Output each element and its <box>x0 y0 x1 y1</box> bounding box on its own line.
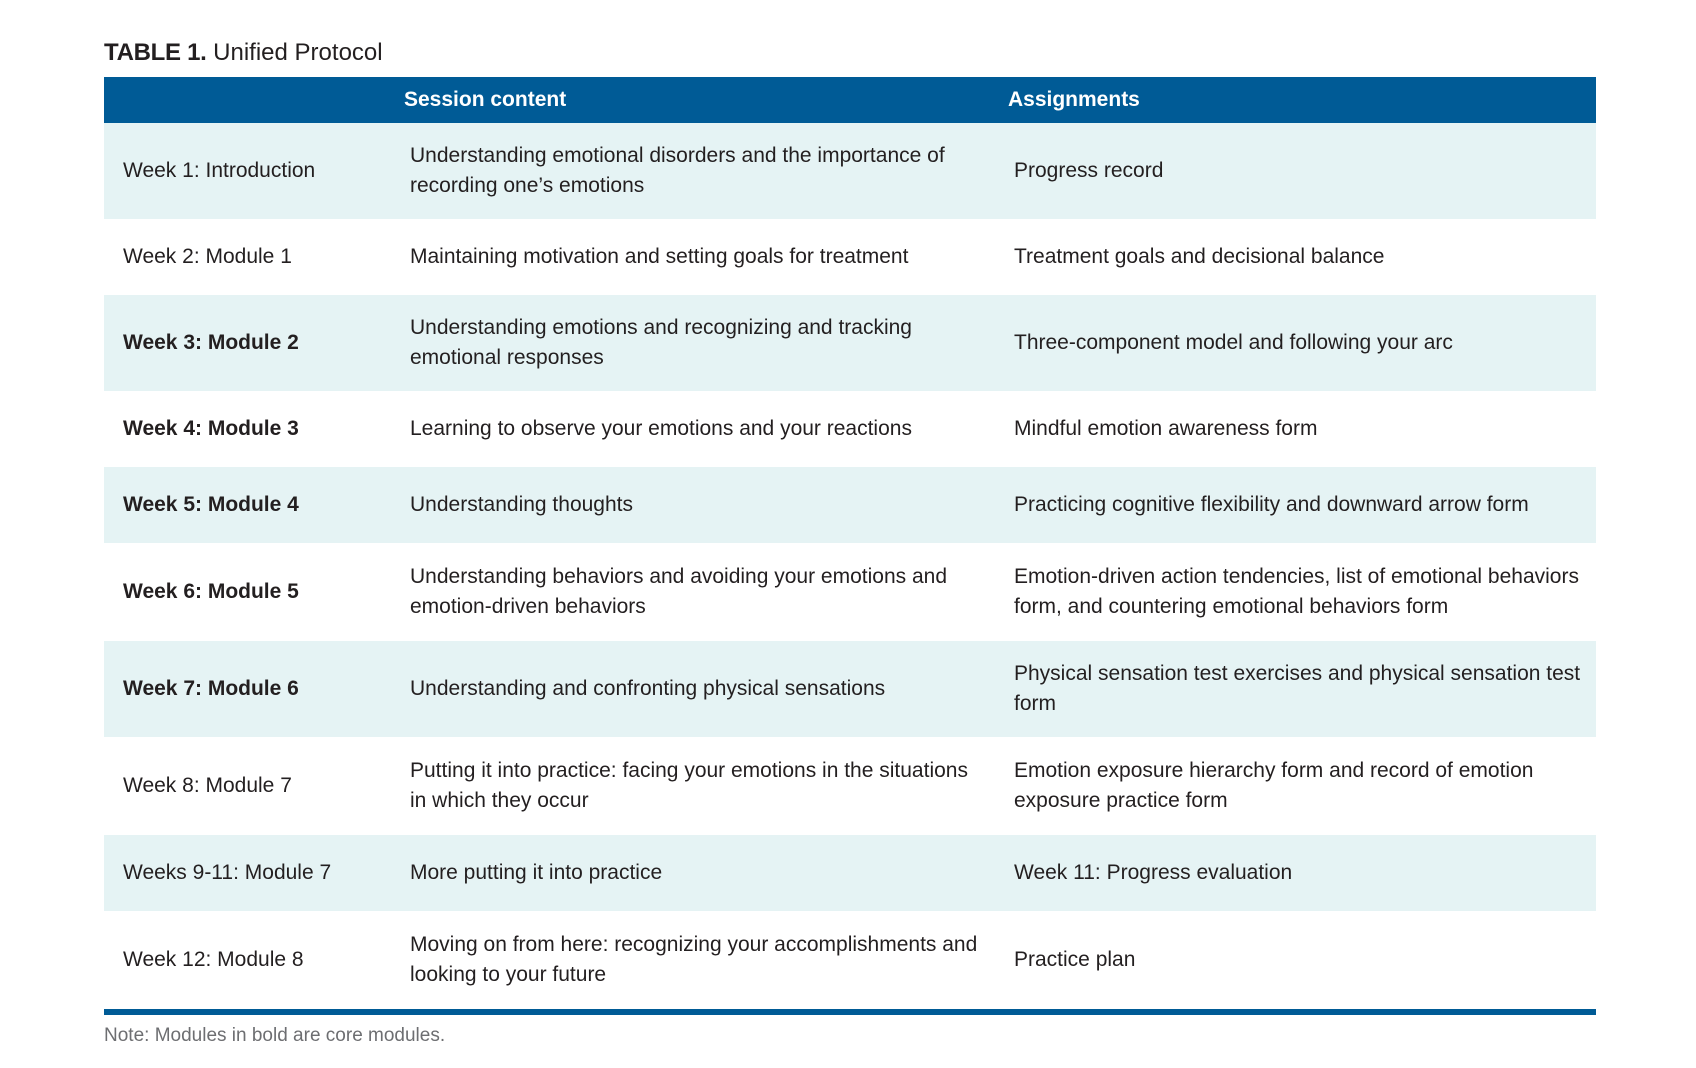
assignments-cell: Mindful emotion awareness form <box>1014 417 1318 440</box>
table-row <box>104 391 1596 467</box>
session-cell: Understanding thoughts <box>410 493 633 516</box>
week-cell: Week 12: Module 8 <box>123 948 304 971</box>
week-cell: Week 2: Module 1 <box>123 245 292 268</box>
assignments-cell: Week 11: Progress evaluation <box>1014 861 1293 884</box>
assignments-cell: Emotion exposure hierarchy form and record of emotion exposure practice form <box>1014 759 1534 812</box>
table-title-label: TABLE 1. <box>104 39 207 66</box>
table-row <box>104 641 1596 737</box>
table-row <box>104 911 1596 1009</box>
session-cell: Understanding and confronting physical sensations <box>410 677 886 700</box>
session-cell: Understanding behaviors and avoiding your emotions and emotion-driven behaviors <box>410 565 948 618</box>
table-row <box>104 543 1596 641</box>
assignments-cell: Practicing cognitive flexibility and downward arrow form <box>1014 493 1529 516</box>
header-week <box>104 77 400 123</box>
week-cell: Week 4: Module 3 <box>123 417 299 440</box>
table-bottom-rule <box>104 1009 1596 1015</box>
week-cell: Week 7: Module 6 <box>123 677 299 700</box>
session-cell: Understanding emotions and recognizing and tracking emotional responses <box>410 316 912 369</box>
table-title <box>104 34 1596 72</box>
table-title-text: Unified Protocol <box>213 39 383 66</box>
table-row <box>104 835 1596 911</box>
table-row <box>104 467 1596 543</box>
week-cell: Week 1: Introduction <box>123 159 316 182</box>
assignments-cell: Treatment goals and decisional balance <box>1014 245 1385 268</box>
week-cell: Week 6: Module 5 <box>123 580 299 603</box>
session-cell: Maintaining motivation and setting goals for treatment <box>410 245 909 268</box>
assignments-cell: Physical sensation test exercises and physical sensation test form <box>1014 662 1581 715</box>
session-cell: Learning to observe your emotions and your reactions <box>410 417 912 440</box>
header-assignments: Assignments <box>1008 88 1140 111</box>
session-cell: More putting it into practice <box>410 861 663 884</box>
week-cell: Week 8: Module 7 <box>123 774 292 797</box>
assignments-cell: Practice plan <box>1014 948 1136 971</box>
table-note: Note: Modules in bold are core modules. <box>104 1025 446 1046</box>
week-cell: Weeks 9-11: Module 7 <box>123 861 332 884</box>
table-row <box>104 123 1596 219</box>
assignments-cell: Emotion-driven action tendencies, list of emotional behaviors form, and countering emotional behaviors form <box>1014 565 1579 618</box>
assignments-cell: Progress record <box>1014 159 1164 182</box>
assignments-cell: Three-component model and following your arc <box>1014 331 1453 354</box>
week-cell: Week 5: Module 4 <box>123 493 299 516</box>
table-row <box>104 295 1596 391</box>
session-cell: Moving on from here: recognizing your accomplishments and looking to your future <box>410 933 978 986</box>
table-row <box>104 737 1596 835</box>
week-cell: Week 3: Module 2 <box>123 331 299 354</box>
session-cell: Putting it into practice: facing your emotions in the situations in which they occur <box>410 759 968 812</box>
session-cell: Understanding emotional disorders and the importance of recording one’s emotions <box>410 144 945 197</box>
header-session-content: Session content <box>404 88 567 111</box>
table-row <box>104 219 1596 295</box>
table-header-row <box>104 77 1596 123</box>
table-figure <box>104 34 1596 1049</box>
protocol-table <box>104 77 1596 1009</box>
